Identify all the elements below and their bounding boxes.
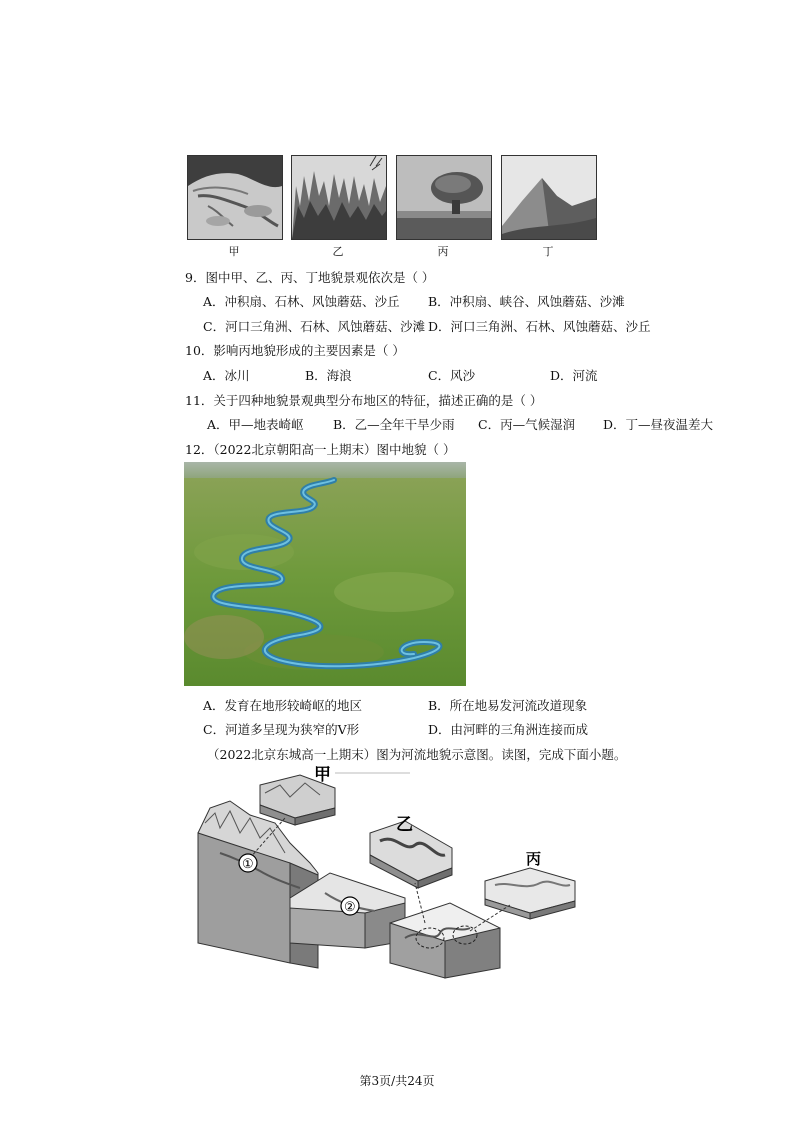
- question-10-option-b: B．海浪: [305, 368, 352, 383]
- question-10-option-a: A．冰川: [203, 368, 250, 383]
- question-9-option-a: A．冲积扇、石林、风蚀蘑菇、沙丘: [203, 294, 400, 309]
- question-12-option-c: C．河道多呈现为狭窄的V形: [203, 722, 360, 737]
- label-yi: 乙: [332, 245, 344, 258]
- question-12-option-a: A．发育在地形较崎岖的地区: [203, 698, 363, 713]
- page-number: 第3页/共24页: [359, 1074, 435, 1088]
- question-10-option-d: D．河流: [550, 368, 598, 383]
- label-bing: 丙: [437, 245, 449, 258]
- question-9-option-b: B．冲积扇、峡谷、风蚀蘑菇、沙滩: [428, 294, 625, 309]
- question-12-option-b: B．所在地易发河流改道现象: [428, 698, 588, 713]
- question-11-option-d: D．丁—昼夜温差大: [603, 417, 714, 432]
- question-10-option-c: C．风沙: [428, 368, 476, 383]
- question-11-option-b: B．乙—全年干旱少雨: [333, 417, 455, 432]
- label-jia: 甲: [228, 245, 240, 258]
- question-11-stem: 11．关于四种地貌景观典型分布地区的特征，描述正确的是（ ）: [185, 393, 543, 408]
- diagram-label-bing: 丙: [526, 851, 542, 868]
- intro-text: （2022北京东城高一上期末）图为河流地貌示意图。读图，完成下面小题。: [207, 747, 627, 762]
- meander-river-image: [184, 462, 466, 686]
- photo-stone-forest: [291, 155, 387, 240]
- delta-image: [188, 156, 282, 239]
- diagram-label-yi: 乙: [396, 815, 413, 834]
- diagram-label-2: ②: [344, 899, 356, 914]
- question-11-option-a: A．甲—地表崎岖: [207, 417, 304, 432]
- label-ding: 丁: [542, 245, 554, 258]
- photo-sand-dune: [501, 155, 597, 240]
- sand-dune-image: [502, 156, 596, 239]
- question-10-stem: 10．影响丙地貌形成的主要因素是（ ）: [185, 343, 405, 358]
- question-12-stem: 12．（2022北京朝阳高一上期末）图中地貌（ ）: [185, 442, 456, 457]
- diagram-label-jia: 甲: [314, 765, 331, 784]
- diagram-label-1: ①: [242, 856, 254, 871]
- question-9-stem: 9．图中甲、乙、丙、丁地貌景观依次是（ ）: [185, 270, 435, 285]
- mushroom-rock-image: [397, 156, 491, 239]
- question-11-option-c: C．丙—气候湿润: [478, 417, 576, 432]
- question-12-option-d: D．由河畔的三角洲连接而成: [428, 722, 589, 737]
- question-9-option-c: C．河口三角洲、石林、风蚀蘑菇、沙滩: [203, 319, 426, 334]
- stone-forest-image: [292, 156, 386, 239]
- question-9-option-d: D．河口三角洲、石林、风蚀蘑菇、沙丘: [428, 319, 651, 334]
- photo-mushroom-rock: [396, 155, 492, 240]
- meander-photo: [184, 462, 466, 686]
- river-landform-diagram: [190, 763, 590, 1013]
- river-diagram-svg: [190, 763, 590, 1013]
- photo-delta: [187, 155, 283, 240]
